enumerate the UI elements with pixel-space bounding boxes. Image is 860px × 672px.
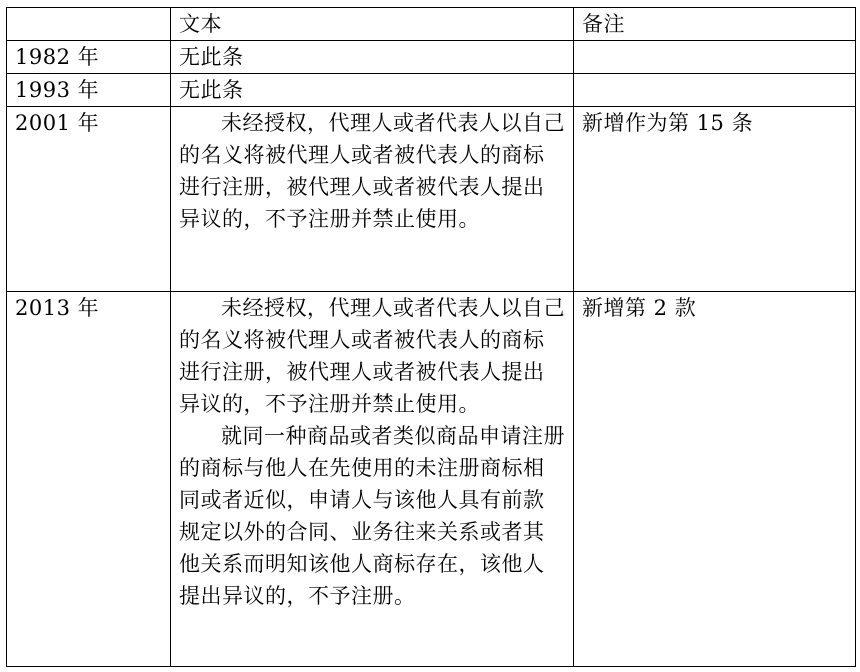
text-cell (171, 74, 574, 107)
text-cell (171, 292, 574, 667)
table-row (7, 74, 856, 107)
table-row (7, 107, 856, 292)
table-header-row (7, 8, 856, 41)
table-row (7, 41, 856, 74)
note-cell: 新增第 2 款 (574, 292, 856, 667)
note-cell (574, 74, 856, 107)
text-cell (171, 41, 574, 74)
text-paragraph: 无此条 (179, 78, 244, 102)
note-cell: 新增作为第 15 条 (574, 107, 856, 292)
header-cell-text: 文本 (171, 8, 574, 41)
year-cell: 1993 年 (7, 74, 171, 107)
law-comparison-table (6, 7, 856, 667)
note-cell (574, 41, 856, 74)
header-cell-note: 备注 (574, 8, 856, 41)
text-cell (171, 107, 574, 292)
table-row (7, 292, 856, 667)
year-cell: 2001 年 (7, 107, 171, 292)
text-paragraph: 就同一种商品或者类似商品申请注册的商标与他人在先使用的未注册商标相同或者近似，申请人与该他人具有前款规定以外的合同、业务往来关系或者其他关系而明知该他人商标存在，该他人提出异议的，不予注册。 (179, 424, 565, 608)
year-cell: 2013 年 (7, 292, 171, 667)
text-paragraph: 未经授权，代理人或者代表人以自己的名义将被代理人或者被代表人的商标进行注册，被代理人或者被代表人提出异议的，不予注册并禁止使用。 (179, 296, 565, 416)
header-cell-year (7, 8, 171, 41)
text-paragraph: 无此条 (179, 45, 244, 69)
year-cell: 1982 年 (7, 41, 171, 74)
text-paragraph: 未经授权，代理人或者代表人以自己的名义将被代理人或者被代表人的商标进行注册，被代理人或者被代表人提出异议的，不予注册并禁止使用。 (179, 111, 565, 231)
